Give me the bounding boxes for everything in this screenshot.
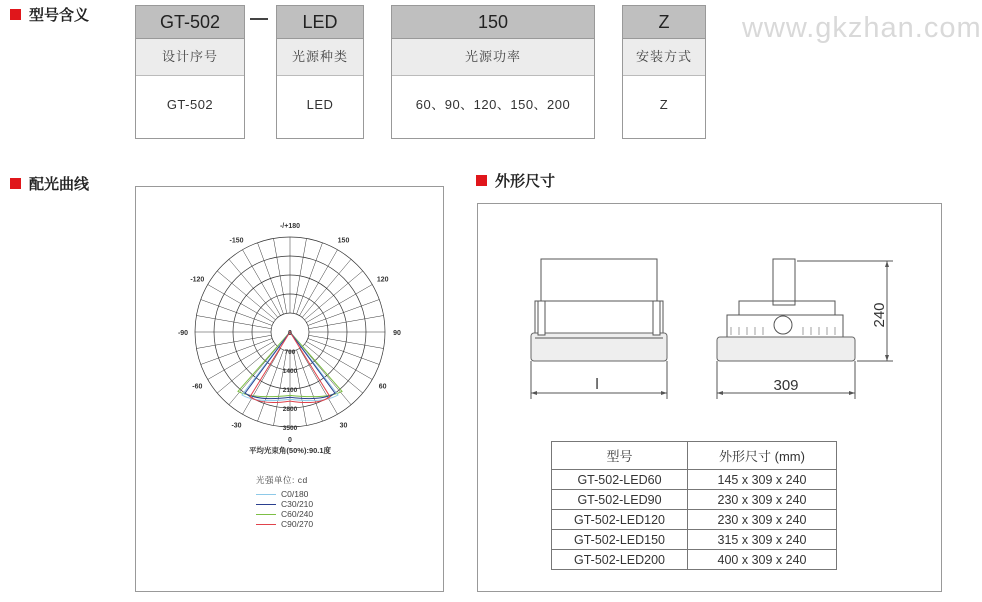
polar-spoke bbox=[208, 285, 274, 323]
model-card-label: 光源功率 bbox=[392, 39, 594, 76]
table-cell: 145 x 309 x 240 bbox=[688, 470, 837, 490]
dimensions-table bbox=[551, 441, 837, 570]
legend-title: 光强单位: cd bbox=[256, 475, 308, 485]
polar-spoke bbox=[306, 285, 372, 323]
legend-item bbox=[256, 519, 313, 529]
polar-spoke bbox=[296, 243, 322, 314]
model-card-header: 150 bbox=[392, 6, 594, 39]
polar-radial-label: 2800 bbox=[282, 406, 298, 413]
width-label-right: 309 bbox=[773, 377, 799, 394]
polar-spoke bbox=[308, 300, 379, 326]
polar-spoke bbox=[258, 243, 284, 314]
table-row bbox=[552, 530, 837, 550]
section-title-curve-text: 配光曲线 bbox=[29, 176, 90, 193]
model-card-label: 安装方式 bbox=[623, 39, 705, 76]
legend-label: C90/270 bbox=[281, 519, 314, 529]
side-view-pivot bbox=[774, 316, 792, 334]
polar-spoke bbox=[296, 350, 322, 421]
red-square-icon bbox=[10, 178, 21, 189]
table-cell: GT-502-LED60 bbox=[552, 470, 688, 490]
model-card-value: 60、90、120、150、200 bbox=[415, 97, 571, 112]
polar-spoke bbox=[309, 335, 384, 348]
legend-label: C0/180 bbox=[281, 489, 309, 499]
polar-radial-label: 2100 bbox=[282, 387, 298, 394]
polar-spoke bbox=[258, 350, 284, 421]
watermark: www.gkzhan.com bbox=[742, 12, 982, 44]
polar-angle-label: -120 bbox=[190, 276, 205, 284]
table-header-row bbox=[552, 442, 837, 470]
model-card-label: 光源种类 bbox=[277, 39, 363, 76]
beam-angle-text: 平均光束角(50%):90.1度 bbox=[248, 446, 332, 455]
table-cell: GT-502-LED90 bbox=[552, 490, 688, 510]
table-row bbox=[552, 490, 837, 510]
table-cell: 230 x 309 x 240 bbox=[688, 510, 837, 530]
legend-item bbox=[256, 509, 313, 519]
polar-angle-label: 90 bbox=[393, 330, 401, 337]
polar-spoke bbox=[300, 250, 338, 316]
model-card-value: GT-502 bbox=[166, 97, 214, 112]
polar-spoke bbox=[293, 238, 306, 313]
polar-spoke bbox=[300, 348, 338, 414]
polar-radial-label: 3500 bbox=[282, 425, 298, 432]
red-square-icon bbox=[476, 175, 487, 186]
section-title-curve bbox=[10, 173, 89, 194]
side-view-lens bbox=[717, 337, 855, 361]
polar-spoke bbox=[201, 338, 272, 364]
polar-spoke bbox=[243, 250, 281, 316]
model-card-mount bbox=[622, 5, 706, 139]
model-card-header: GT-502 bbox=[136, 6, 244, 39]
width-label-left: l bbox=[595, 376, 599, 393]
polar-angle-label: -60 bbox=[192, 383, 203, 391]
table-cell: 230 x 309 x 240 bbox=[688, 490, 837, 510]
polar-chart bbox=[135, 186, 442, 476]
polar-spoke bbox=[201, 300, 272, 326]
separator-dash bbox=[250, 18, 268, 20]
legend-line-c0 bbox=[256, 494, 276, 495]
polar-spoke bbox=[305, 344, 363, 393]
legend-item bbox=[256, 489, 313, 499]
legend-line-c90 bbox=[256, 524, 276, 525]
table-header: 外形尺寸 (mm) bbox=[688, 442, 837, 470]
polar-spoke bbox=[309, 316, 384, 329]
polar-center-label: 0 bbox=[288, 330, 292, 337]
side-view-mount-arm bbox=[773, 259, 795, 305]
polar-spoke bbox=[302, 259, 351, 317]
polar-spoke bbox=[229, 259, 278, 317]
polar-angle-label: -90 bbox=[177, 330, 189, 337]
polar-angle-label: 60 bbox=[378, 383, 387, 391]
polar-spoke bbox=[308, 338, 379, 364]
polar-spoke bbox=[274, 238, 287, 313]
polar-spoke bbox=[217, 271, 275, 320]
model-card-header: LED bbox=[277, 6, 363, 39]
model-card-power bbox=[391, 5, 595, 139]
legend-item bbox=[256, 499, 313, 509]
table-row bbox=[552, 510, 837, 530]
polar-spoke bbox=[305, 271, 363, 320]
section-title-dims bbox=[476, 170, 555, 191]
dimension-drawing bbox=[477, 203, 942, 433]
section-title-model bbox=[10, 4, 89, 25]
polar-angle-label: 150 bbox=[337, 237, 350, 245]
table-cell: GT-502-LED120 bbox=[552, 510, 688, 530]
polar-angle-label: -150 bbox=[229, 237, 244, 245]
height-label: 240 bbox=[871, 302, 888, 328]
legend-line-c60 bbox=[256, 514, 276, 515]
polar-legend bbox=[256, 474, 313, 529]
polar-spoke bbox=[196, 316, 271, 329]
polar-spoke bbox=[243, 348, 281, 414]
front-view-lens bbox=[531, 333, 667, 361]
table-row bbox=[552, 550, 837, 570]
model-card-value: Z bbox=[659, 97, 669, 112]
polar-radial-label: 700 bbox=[284, 349, 296, 356]
front-view-lamp-body bbox=[535, 301, 663, 335]
polar-angle-label: -30 bbox=[231, 422, 242, 430]
polar-angle-label: 30 bbox=[339, 422, 348, 430]
polar-radial-label: 1400 bbox=[282, 368, 298, 375]
model-card-series bbox=[135, 5, 245, 139]
section-title-dims-text: 外形尺寸 bbox=[495, 173, 556, 190]
table-row bbox=[552, 470, 837, 490]
table-cell: GT-502-LED200 bbox=[552, 550, 688, 570]
polar-angle-label: 120 bbox=[376, 276, 389, 284]
table-header: 型号 bbox=[552, 442, 688, 470]
red-square-icon bbox=[10, 9, 21, 20]
legend-label: C60/240 bbox=[281, 509, 314, 519]
table-cell: 315 x 309 x 240 bbox=[688, 530, 837, 550]
table-cell: 400 x 309 x 240 bbox=[688, 550, 837, 570]
model-card-label: 设计序号 bbox=[136, 39, 244, 76]
model-card-value: LED bbox=[306, 97, 334, 112]
legend-label: C30/210 bbox=[281, 499, 314, 509]
model-card-header: Z bbox=[623, 6, 705, 39]
polar-spoke bbox=[217, 344, 275, 393]
polar-angle-label: 0 bbox=[288, 437, 292, 444]
polar-spoke bbox=[196, 335, 271, 348]
polar-angle-label: -/+180 bbox=[279, 223, 301, 230]
section-title-model-text: 型号含义 bbox=[29, 7, 90, 24]
legend-line-c30 bbox=[256, 504, 276, 505]
table-cell: GT-502-LED150 bbox=[552, 530, 688, 550]
model-card-source bbox=[276, 5, 364, 139]
